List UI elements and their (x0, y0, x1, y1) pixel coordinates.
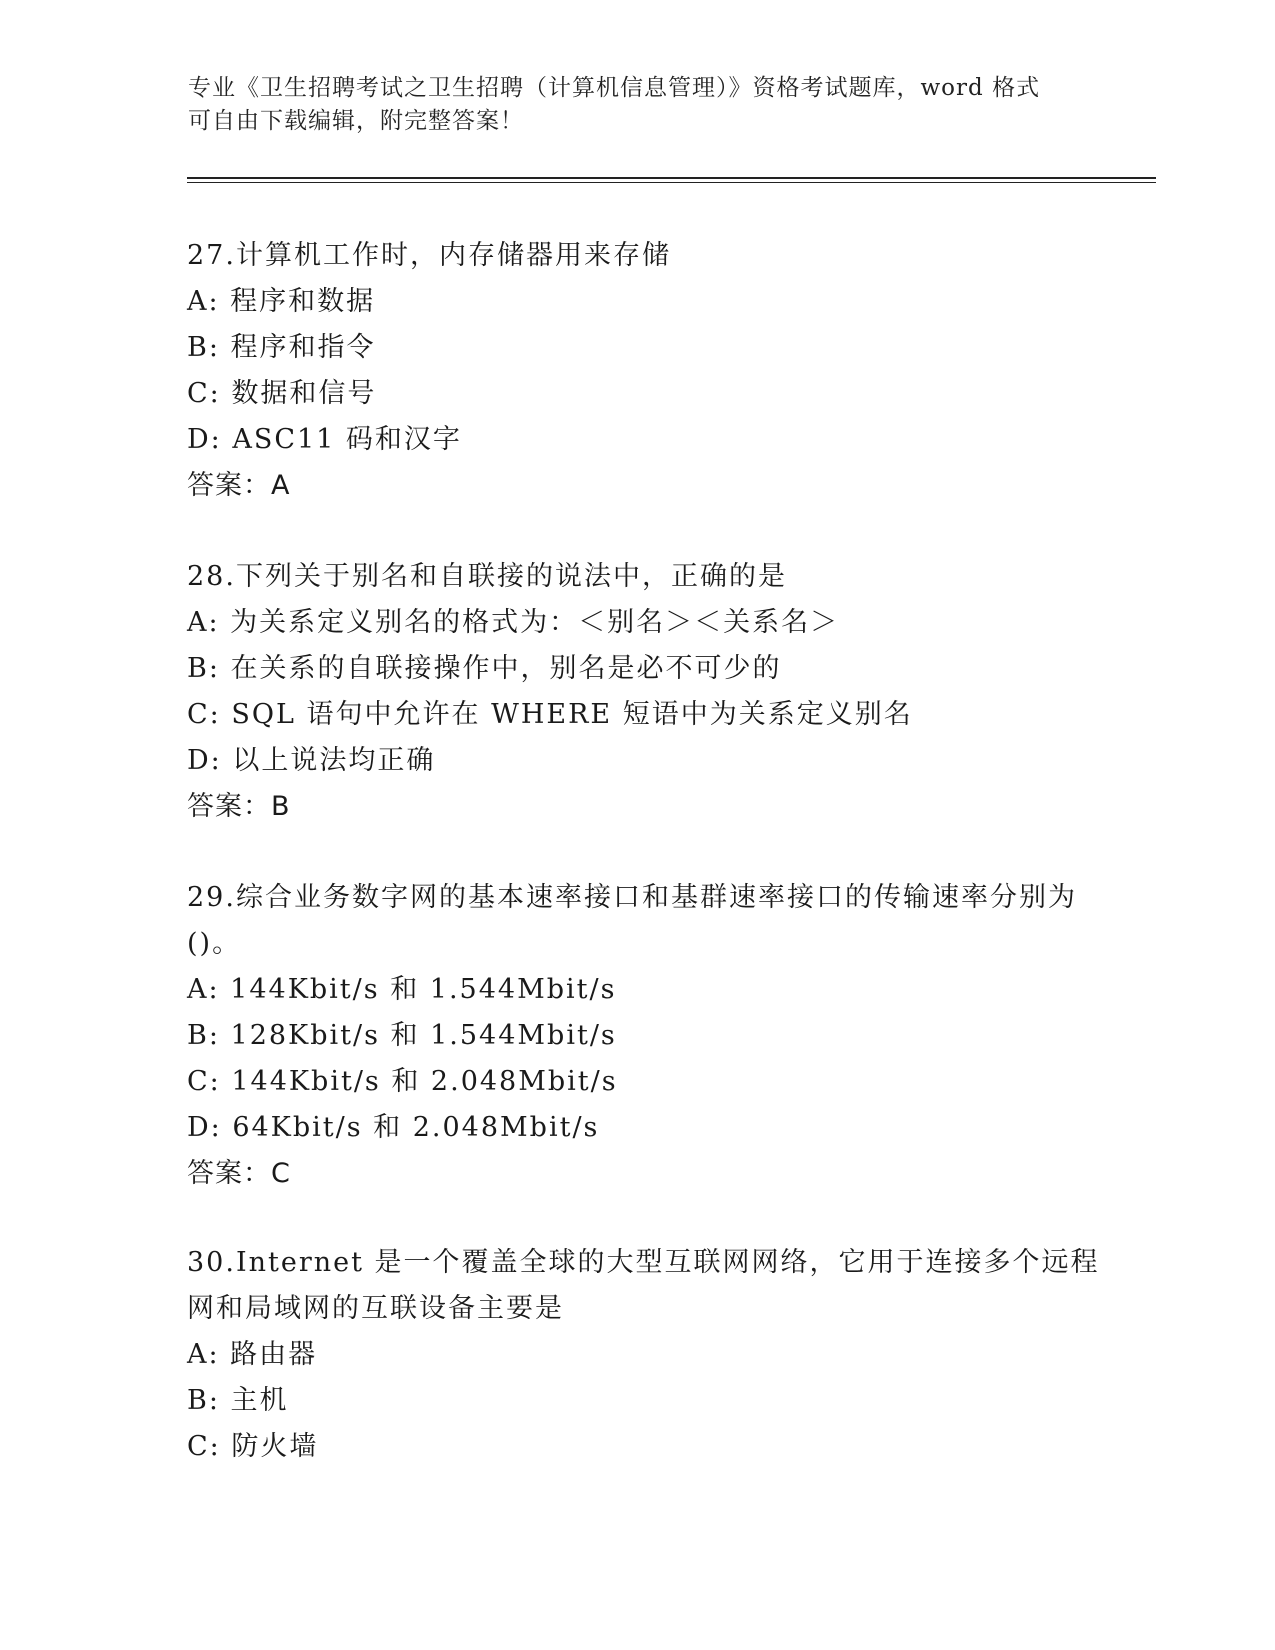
option-c: C: 数据和信号 (187, 378, 377, 409)
question-27 (187, 233, 1087, 509)
question-stem: 29.综合业务数字网的基本速率接口和基群速率接口的传输速率分别为 (187, 882, 1077, 913)
header-divider-thick (187, 177, 1156, 179)
question-stem: 28.下列关于别名和自联接的说法中，正确的是 (187, 561, 787, 592)
option-a: A: 程序和数据 (187, 286, 376, 317)
answer-label: 答案：C (187, 1158, 291, 1189)
question-29 (187, 875, 1087, 1197)
option-d: D: 64Kbit/s 和 2.048Mbit/s (187, 1112, 600, 1143)
option-a: A: 144Kbit/s 和 1.544Mbit/s (187, 974, 617, 1005)
option-a: A: 路由器 (187, 1339, 318, 1370)
question-30 (187, 1240, 1100, 1470)
option-a: A: 为关系定义别名的格式为：＜别名＞＜关系名＞ (187, 607, 840, 638)
option-b: B: 程序和指令 (187, 332, 376, 363)
answer-label: 答案：B (187, 791, 291, 822)
question-stem: 30.Internet 是一个覆盖全球的大型互联网网络，它用于连接多个远程 (187, 1247, 1100, 1278)
header-divider-thin (187, 182, 1156, 183)
question-stem-continued: ()。 (187, 928, 242, 959)
option-d: D: ASC11 码和汉字 (187, 424, 462, 455)
question-stem-continued: 网和局域网的互联设备主要是 (187, 1293, 564, 1324)
option-c: C: 防火墙 (187, 1431, 319, 1462)
option-c: C: SQL 语句中允许在 WHERE 短语中为关系定义别名 (187, 699, 913, 730)
header-text-line-2: 可自由下载编辑，附完整答案！ (188, 108, 524, 134)
question-stem: 27.计算机工作时，内存储器用来存储 (187, 240, 671, 271)
option-b: B: 在关系的自联接操作中，别名是必不可少的 (187, 653, 782, 684)
option-d: D: 以上说法均正确 (187, 745, 436, 776)
header-text-line-1: 专业《卫生招聘考试之卫生招聘（计算机信息管理）》资格考试题库，word 格式 (188, 75, 1041, 101)
option-b: B: 主机 (187, 1385, 289, 1416)
question-28 (187, 554, 1087, 830)
document-header (188, 72, 1088, 138)
option-c: C: 144Kbit/s 和 2.048Mbit/s (187, 1066, 618, 1097)
option-b: B: 128Kbit/s 和 1.544Mbit/s (187, 1020, 617, 1051)
answer-label: 答案：A (187, 470, 291, 501)
